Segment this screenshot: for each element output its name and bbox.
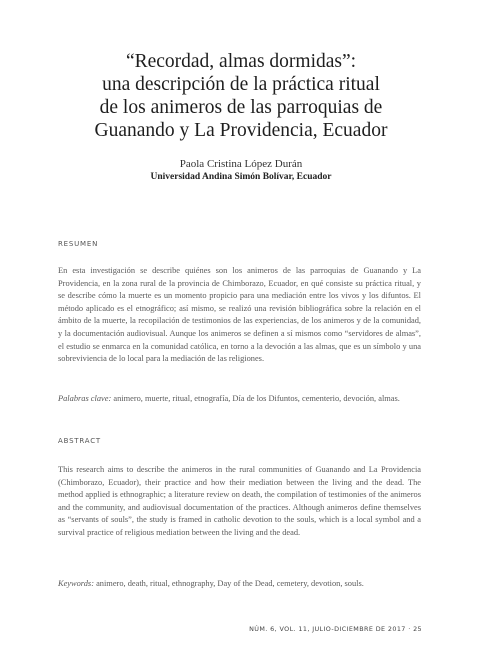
keywords-label: Palabras clave: bbox=[58, 394, 112, 403]
abstract-heading: ABSTRACT bbox=[58, 437, 101, 445]
keywords-list: animero, death, ritual, ethnography, Day of the Dead, cemetery, devotion, souls. bbox=[93, 579, 364, 588]
title-line: una descripción de la práctica ritual bbox=[102, 74, 380, 95]
page-footer: NÚM. 6, VOL. 11, JULIO-DICIEMBRE DE 2017 · 25 bbox=[249, 625, 422, 633]
article-title bbox=[40, 50, 442, 142]
abstract-body: This research aims to describe the animeros in the rural communities of Guanando and La Providencia (Chimborazo, Ecuador), their practice and how their mediation between the living and the dead. The method applied is ethnographic; a literature review on death, the compilation of testimonies of the animeros and the community, and audiovisual documentation of the practices. Although animeros define themselves as “servants of souls”, the study is framed in catholic devotion to the souls, which is a local symbol and a survival practice of religious mediation between the living and the dead. bbox=[58, 465, 421, 537]
title-line: Guanando y La Providencia, Ecuador bbox=[94, 120, 388, 141]
keywords-label: Keywords: bbox=[58, 579, 94, 588]
resumen-keywords bbox=[58, 393, 421, 406]
keywords-list: animero, muerte, ritual, etnografía, Día de los Difuntos, cementerio, devoción, almas. bbox=[111, 394, 400, 403]
author-affiliation: Universidad Andina Simón Bolívar, Ecuador bbox=[150, 172, 332, 182]
abstract-keywords bbox=[58, 578, 421, 591]
title-line: “Recordad, almas dormidas”: bbox=[125, 51, 357, 72]
resumen-heading: RESUMEN bbox=[58, 240, 99, 248]
resumen-body: En esta investigación se describe quiénes son los animeros de las parroquias de Guanando y La Providencia, en la zona rural de la provincia de Chimborazo, Ecuador, en qué consiste su práctica ritual, y se describe cómo la muerte es un momento propicio para una mediación entre los vivos y los difuntos. El método aplicado es el etnográfico; así mismo, se realizó una revisión bibliográfica sobre la relación en el ámbito de la muerte, la recopilación de testimonios de las experiencias, de los animeros y de la comunidad, y la documentación audiovisual. Aunque los animeros se definen a sí mismos como “servidores de almas”, el estudio se enmarca en la comunidad católica, en torno a la devoción a las almas, que es un símbolo y una sobreviviencia de lo local para la mediación de las religiones. bbox=[58, 266, 421, 364]
author-name: Paola Cristina López Durán bbox=[179, 158, 303, 170]
title-line: de los animeros de las parroquias de bbox=[99, 97, 383, 118]
